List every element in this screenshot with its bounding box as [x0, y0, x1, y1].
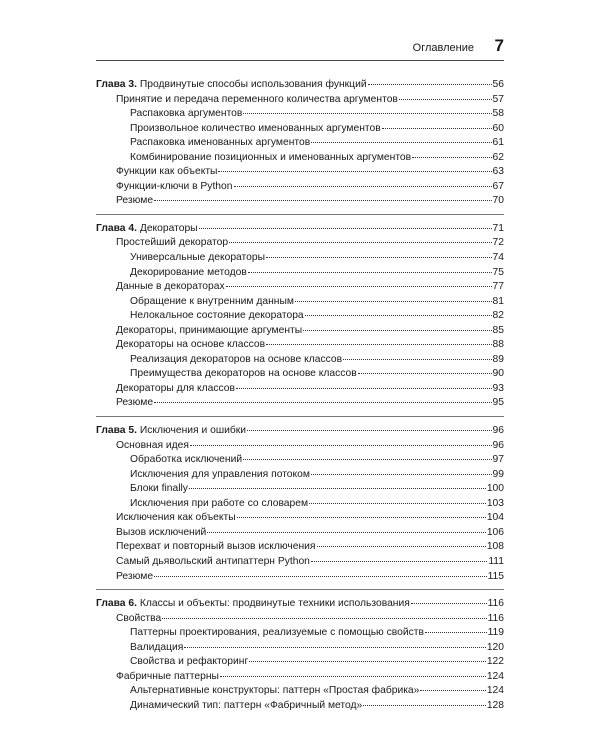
entry-title: Функции-ключи в Python [116, 180, 233, 192]
entry-title: Данные в декораторах [116, 281, 225, 293]
toc-subsection-entry [96, 684, 504, 699]
entry-page: 106 [486, 526, 504, 538]
toc-section-entry [96, 555, 504, 570]
toc-section-entry [96, 338, 504, 353]
leader-dots [229, 242, 491, 243]
leader-dots [190, 445, 492, 446]
leader-dots [411, 603, 487, 604]
chapter-heading [96, 222, 504, 237]
entry-page: 57 [492, 93, 504, 105]
leader-dots [368, 84, 492, 85]
entry-title: Альтернативные конструкторы: паттерн «Простая фабрика» [130, 685, 420, 697]
entry-page: 74 [492, 252, 504, 264]
leader-dots [309, 503, 486, 504]
entry-title: Преимущества декораторов на основе классов [130, 368, 357, 380]
toc-subsection-entry [96, 122, 504, 137]
chapter-title-text: Исключения и ошибки [139, 425, 246, 437]
entry-page: 82 [492, 310, 504, 322]
entry-page: 58 [492, 108, 504, 120]
entry-page: 77 [492, 281, 504, 293]
leader-dots [247, 430, 492, 431]
toc-subsection-entry [96, 626, 504, 641]
chapter-title [96, 424, 246, 439]
chapter-label: Глава 4. [96, 222, 137, 234]
toc-section-entry [96, 93, 504, 108]
table-of-contents [96, 78, 504, 713]
chapter-section [96, 424, 504, 584]
toc-section-entry [96, 236, 504, 251]
leader-dots [295, 301, 492, 302]
entry-page: 70 [492, 195, 504, 207]
entry-title: Комбинирование позиционных и именованных аргументов [130, 151, 412, 163]
leader-dots [154, 200, 491, 201]
entry-title: Декораторы для классов [116, 382, 236, 394]
entry-title: Резюме [116, 195, 154, 207]
toc-section-entry [96, 570, 504, 585]
toc-section-entry [96, 324, 504, 339]
toc-subsection-entry [96, 309, 504, 324]
chapter-section [96, 597, 504, 713]
leader-dots [303, 330, 491, 331]
leader-dots [243, 113, 491, 114]
toc-section-entry [96, 612, 504, 627]
entry-title: Исключения при работе со словарем [130, 497, 309, 509]
toc-subsection-entry [96, 482, 504, 497]
entry-title: Блоки finally [130, 483, 188, 495]
toc-subsection-entry [96, 367, 504, 382]
chapter-title [96, 597, 410, 612]
leader-dots [154, 402, 491, 403]
entry-page: 88 [492, 339, 504, 351]
entry-page: 96 [492, 439, 504, 451]
entry-title: Декораторы, принимающие аргументы [116, 324, 303, 336]
entry-title: Свойства и рефакторинг [130, 656, 249, 668]
toc-subsection-entry [96, 353, 504, 368]
entry-title: Обработка исключений [130, 454, 243, 466]
chapter-title-text: Классы и объекты: продвинутые техники использования [139, 598, 410, 610]
entry-page: 99 [492, 468, 504, 480]
entry-page: 115 [487, 570, 504, 582]
leader-dots [305, 315, 492, 316]
chapter-section [96, 222, 504, 411]
entry-title: Универсальные декораторы [130, 252, 266, 264]
entry-page: 60 [492, 122, 504, 134]
leader-dots [358, 373, 492, 374]
leader-dots [154, 576, 487, 577]
chapter-title [96, 222, 198, 237]
leader-dots [184, 647, 485, 648]
entry-title: Нелокальное состояние декоратора [130, 310, 304, 322]
entry-page: 75 [492, 266, 504, 278]
toc-section-entry [96, 540, 504, 555]
entry-title: Исключения для управления потоком [130, 468, 310, 480]
leader-dots [237, 517, 486, 518]
entry-title: Функции как объекты [116, 166, 218, 178]
toc-subsection-entry [96, 468, 504, 483]
toc-section-entry [96, 670, 504, 685]
chapter-title-text: Декораторы [139, 222, 198, 234]
chapter-section [96, 78, 504, 209]
entry-title: Резюме [116, 397, 154, 409]
toc-subsection-entry [96, 251, 504, 266]
chapter-title [96, 78, 367, 93]
entry-title: Основная идея [116, 439, 189, 451]
entry-page: 122 [486, 656, 504, 668]
entry-page: 124 [486, 670, 504, 682]
entry-page: 116 [487, 612, 504, 624]
entry-title: Произвольное количество именованных аргументов [130, 122, 381, 134]
chapter-label: Глава 3. [96, 79, 137, 90]
entry-title: Реализация декораторов на основе классов [130, 353, 343, 365]
leader-dots [218, 171, 491, 172]
chapter-title-text: Продвинутые способы использования функций [139, 79, 367, 90]
toc-subsection-entry [96, 641, 504, 656]
entry-page: 67 [492, 180, 504, 192]
chapter-divider [96, 589, 504, 590]
chapter-page: 71 [492, 222, 504, 234]
toc-subsection-entry [96, 136, 504, 151]
leader-dots [412, 157, 491, 158]
header-divider [96, 60, 504, 61]
entry-title: Исключения как объекты [116, 512, 236, 524]
entry-page: 97 [492, 454, 504, 466]
leader-dots [199, 228, 492, 229]
entry-title: Простейший декоратор [116, 237, 229, 249]
toc-section-entry [96, 526, 504, 541]
running-head-title: Оглавление [412, 42, 474, 54]
entry-page: 128 [486, 699, 504, 711]
chapter-label: Глава 5. [96, 425, 137, 437]
entry-page: 104 [486, 512, 504, 524]
chapter-label: Глава 6. [96, 598, 137, 610]
leader-dots [311, 142, 491, 143]
leader-dots [363, 705, 486, 706]
toc-subsection-entry [96, 453, 504, 468]
entry-page: 90 [492, 368, 504, 380]
entry-title: Паттерны проектирования, реализуемые с помощью свойств [130, 627, 424, 639]
entry-page: 89 [492, 353, 504, 365]
chapter-page: 96 [492, 425, 504, 437]
leader-dots [311, 561, 487, 562]
leader-dots [266, 257, 492, 258]
toc-section-entry [96, 396, 504, 411]
chapter-divider [96, 214, 504, 215]
page-header [96, 36, 504, 58]
entry-page: 120 [486, 641, 504, 653]
entry-page: 108 [486, 541, 504, 553]
entry-page: 93 [492, 382, 504, 394]
leader-dots [382, 128, 492, 129]
leader-dots [425, 632, 487, 633]
leader-dots [189, 488, 486, 489]
entry-title: Резюме [116, 570, 154, 582]
toc-subsection-entry [96, 266, 504, 281]
entry-page: 119 [487, 627, 504, 639]
entry-title: Принятие и передача переменного количества аргументов [116, 93, 398, 105]
entry-page: 72 [492, 237, 504, 249]
entry-page: 103 [486, 497, 504, 509]
toc-section-entry [96, 165, 504, 180]
entry-title: Распаковка аргументов [130, 108, 243, 120]
toc-subsection-entry [96, 151, 504, 166]
entry-title: Динамический тип: паттерн «Фабричный метод» [130, 699, 363, 711]
entry-page: 85 [492, 324, 504, 336]
leader-dots [420, 690, 485, 691]
leader-dots [207, 532, 486, 533]
leader-dots [226, 286, 492, 287]
entry-title: Обращение к внутренним данным [130, 295, 294, 307]
toc-section-entry [96, 439, 504, 454]
entry-page: 111 [488, 555, 504, 567]
toc-subsection-entry [96, 655, 504, 670]
leader-dots [249, 661, 486, 662]
entry-title: Вызов исключений [116, 526, 207, 538]
toc-subsection-entry [96, 497, 504, 512]
entry-title: Распаковка именованных аргументов [130, 137, 311, 149]
entry-title: Перехват и повторный вызов исключения [116, 541, 316, 553]
chapter-heading [96, 424, 504, 439]
chapter-heading [96, 78, 504, 93]
chapter-divider [96, 416, 504, 417]
entry-page: 81 [492, 295, 504, 307]
leader-dots [311, 474, 492, 475]
leader-dots [317, 546, 486, 547]
toc-section-entry [96, 180, 504, 195]
entry-page: 62 [492, 151, 504, 163]
entry-title: Валидация [130, 641, 184, 653]
leader-dots [248, 272, 492, 273]
leader-dots [243, 459, 491, 460]
toc-subsection-entry [96, 107, 504, 122]
entry-page: 61 [492, 137, 504, 149]
toc-subsection-entry [96, 699, 504, 714]
entry-title: Самый дьявольский антипаттерн Python [116, 555, 310, 567]
leader-dots [220, 676, 486, 677]
leader-dots [266, 344, 491, 345]
leader-dots [162, 618, 486, 619]
entry-title: Свойства [116, 612, 162, 624]
entry-page: 95 [492, 397, 504, 409]
entry-page: 100 [486, 483, 504, 495]
toc-section-entry [96, 194, 504, 209]
toc-section-entry [96, 382, 504, 397]
chapter-heading [96, 597, 504, 612]
entry-page: 63 [492, 166, 504, 178]
entry-title: Декорирование методов [130, 266, 247, 278]
chapter-page: 116 [487, 598, 504, 610]
entry-page: 124 [486, 685, 504, 697]
toc-section-entry [96, 511, 504, 526]
page-number: 7 [494, 36, 504, 55]
chapter-page: 56 [492, 79, 504, 90]
entry-title: Декораторы на основе классов [116, 339, 266, 351]
leader-dots [236, 388, 492, 389]
toc-section-entry [96, 280, 504, 295]
entry-title: Фабричные паттерны [116, 670, 219, 682]
toc-subsection-entry [96, 295, 504, 310]
leader-dots [234, 186, 492, 187]
leader-dots [343, 359, 491, 360]
leader-dots [399, 99, 492, 100]
